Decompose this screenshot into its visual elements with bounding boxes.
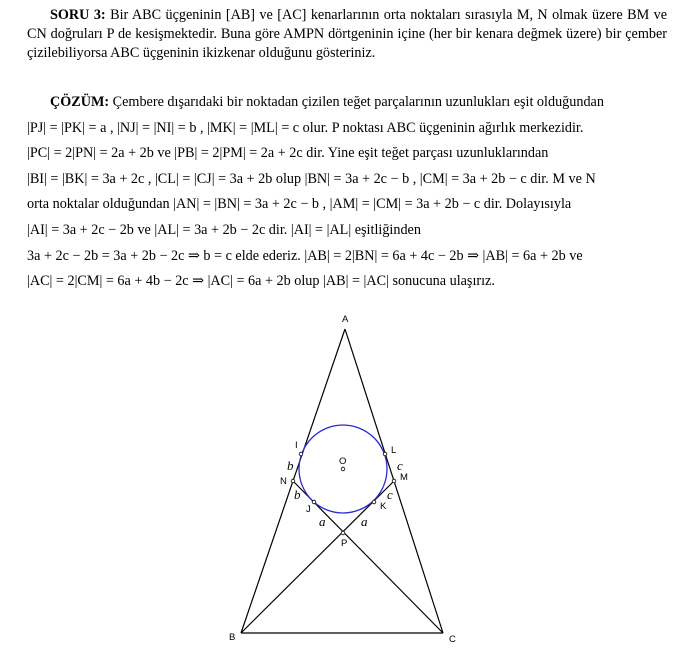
- solution-line-1: ÇÖZÜM: Çembere dışarıdaki bir noktadan çizilen teğet parçalarının uzunlukları eşit olduğundan: [50, 94, 604, 110]
- label-p: P: [341, 538, 348, 549]
- label-o: O: [339, 456, 347, 467]
- median-bm: [241, 481, 394, 633]
- seg-label-c-upper: c: [397, 458, 403, 473]
- label-j: J: [306, 504, 311, 515]
- seg-label-a-right: a: [361, 514, 368, 529]
- point-o-dot: [341, 467, 345, 471]
- label-k: K: [380, 501, 387, 512]
- solution-line-3: |PC| = 2|PN| = 2a + 2b ve |PB| = 2|PM| = 2a + 2c dir. Yine eşit teğet parçası uzunluklarından: [27, 145, 549, 162]
- seg-label-c-lower: c: [387, 487, 393, 502]
- problem-text: Bir ABC üçgeninin [AB] ve [AC] kenarlarının orta noktaları sırasıyla M, N olmak üzere BM ve CN doğruları P de kesişmektedir. Buna göre AMPN dörtgeninin içine (her bir kenara değmek üzere) bir çember çizilebiliyorsa ABC üçgeninin ikizkenar olduğunu gösteriniz.: [27, 7, 667, 61]
- point-i-dot: [299, 452, 303, 456]
- solution-line-7: 3a + 2c − 2b = 3a + 2b − 2c ⇒ b = c elde ederiz. |AB| = 2|BN| = 6a + 4c − 2b ⇒ |AB| = 6a + 2b ve: [27, 247, 583, 264]
- problem-label: SORU 3:: [50, 7, 106, 23]
- seg-label-b-upper: b: [287, 458, 294, 473]
- label-a: A: [342, 314, 349, 325]
- point-n-dot: [291, 479, 295, 483]
- solution-line-5: orta noktalar olduğundan |AN| = |BN| = 3a + 2c − b , |AM| = |CM| = 3a + 2b − c dir. Dolayısıyla: [27, 196, 572, 213]
- label-i: I: [295, 440, 298, 451]
- solution-label: ÇÖZÜM:: [50, 94, 110, 110]
- point-m-dot: [392, 479, 396, 483]
- label-n: N: [280, 476, 287, 487]
- point-j-dot: [312, 500, 316, 504]
- label-l: L: [391, 445, 397, 456]
- point-k-dot: [372, 500, 376, 504]
- seg-label-b-lower: b: [294, 487, 301, 502]
- label-c: C: [449, 634, 456, 645]
- solution-line-8: |AC| = 2|CM| = 6a + 4b − 2c ⇒ |AC| = 6a + 2b olup |AB| = |AC| sonucuna ulaşırız.: [27, 273, 495, 290]
- label-m: M: [400, 472, 408, 483]
- solution-line-6: |AI| = 3a + 2c − 2b ve |AL| = 3a + 2b − 2c dir. |AI| = |AL| eşitliğinden: [27, 221, 421, 238]
- seg-label-a-left: a: [319, 514, 326, 529]
- point-l-dot: [383, 452, 387, 456]
- point-p-dot: [341, 531, 345, 535]
- solution-line-4: |BI| = |BK| = 3a + 2c , |CL| = |CJ| = 3a + 2b olup |BN| = 3a + 2c − b , |CM| = 3a + 2b − c dir. M ve N: [27, 170, 596, 187]
- label-b: B: [229, 632, 236, 643]
- solution-line-2: |PJ| = |PK| = a , |NJ| = |NI| = b , |MK| = |ML| = c olur. P noktası ABC üçgeninin ağırlık merkezidir.: [27, 119, 584, 136]
